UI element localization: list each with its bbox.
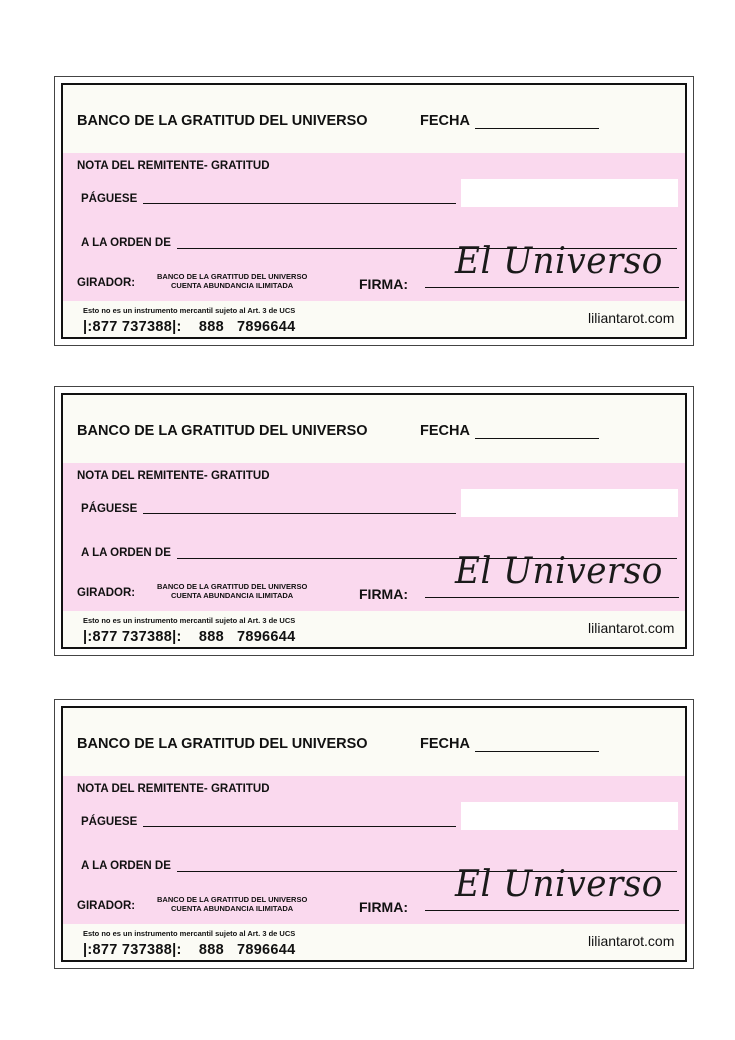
bank-name: BANCO DE LA GRATITUD DEL UNIVERSO (77, 736, 368, 752)
website-link: liliantarot.com (588, 620, 675, 636)
drawer-label: GIRADOR: (77, 277, 136, 289)
memo-label: NOTA DEL REMITENTE- GRATITUD (77, 160, 270, 172)
signature-label: FIRMA: (359, 586, 408, 602)
drawer-account: CUENTA ABUNDANCIA ILIMITADA (171, 591, 294, 600)
order-label: A LA ORDEN DE (81, 547, 171, 559)
check-1 (54, 76, 694, 346)
micr-line: |:877 737388|: 888 7896644 (83, 629, 296, 645)
disclaimer: Esto no es un instrumento mercantil sujeto al Art. 3 de UCS (83, 306, 296, 315)
drawer-label: GIRADOR: (77, 587, 136, 599)
pay-label: PÁGUESE (81, 193, 138, 205)
signature-label: FIRMA: (359, 899, 408, 915)
pay-label: PÁGUESE (81, 816, 138, 828)
drawer-account: CUENTA ABUNDANCIA ILIMITADA (171, 281, 294, 290)
drawer-bank-name: BANCO DE LA GRATITUD DEL UNIVERSO (157, 582, 308, 591)
signature-line (425, 910, 679, 911)
check-3 (54, 699, 694, 969)
memo-label: NOTA DEL REMITENTE- GRATITUD (77, 783, 270, 795)
date-field[interactable] (475, 751, 599, 752)
order-label: A LA ORDEN DE (81, 237, 171, 249)
website-link: liliantarot.com (588, 310, 675, 326)
disclaimer: Esto no es un instrumento mercantil sujeto al Art. 3 de UCS (83, 616, 296, 625)
pay-amount-words-field[interactable] (143, 203, 456, 204)
signature-line (425, 287, 679, 288)
pay-amount-words-field[interactable] (143, 826, 456, 827)
check-2 (54, 386, 694, 656)
check-frame (61, 706, 687, 962)
check-frame (61, 83, 687, 339)
date-field[interactable] (475, 438, 599, 439)
website-link: liliantarot.com (588, 933, 675, 949)
signature-line (425, 597, 679, 598)
date-label: FECHA (420, 736, 470, 752)
amount-box[interactable] (461, 489, 678, 517)
signature: El Universo (455, 241, 663, 282)
check-frame (61, 393, 687, 649)
bank-name: BANCO DE LA GRATITUD DEL UNIVERSO (77, 423, 368, 439)
memo-label: NOTA DEL REMITENTE- GRATITUD (77, 470, 270, 482)
amount-box[interactable] (461, 179, 678, 207)
bank-name: BANCO DE LA GRATITUD DEL UNIVERSO (77, 113, 368, 129)
micr-line: |:877 737388|: 888 7896644 (83, 319, 296, 335)
pay-label: PÁGUESE (81, 503, 138, 515)
micr-line: |:877 737388|: 888 7896644 (83, 942, 296, 958)
signature: El Universo (455, 551, 663, 592)
signature-label: FIRMA: (359, 276, 408, 292)
drawer-label: GIRADOR: (77, 900, 136, 912)
date-label: FECHA (420, 113, 470, 129)
date-field[interactable] (475, 128, 599, 129)
amount-box[interactable] (461, 802, 678, 830)
disclaimer: Esto no es un instrumento mercantil sujeto al Art. 3 de UCS (83, 929, 296, 938)
date-label: FECHA (420, 423, 470, 439)
drawer-bank-name: BANCO DE LA GRATITUD DEL UNIVERSO (157, 272, 308, 281)
drawer-account: CUENTA ABUNDANCIA ILIMITADA (171, 904, 294, 913)
pay-amount-words-field[interactable] (143, 513, 456, 514)
order-label: A LA ORDEN DE (81, 860, 171, 872)
drawer-bank-name: BANCO DE LA GRATITUD DEL UNIVERSO (157, 895, 308, 904)
signature: El Universo (455, 864, 663, 905)
